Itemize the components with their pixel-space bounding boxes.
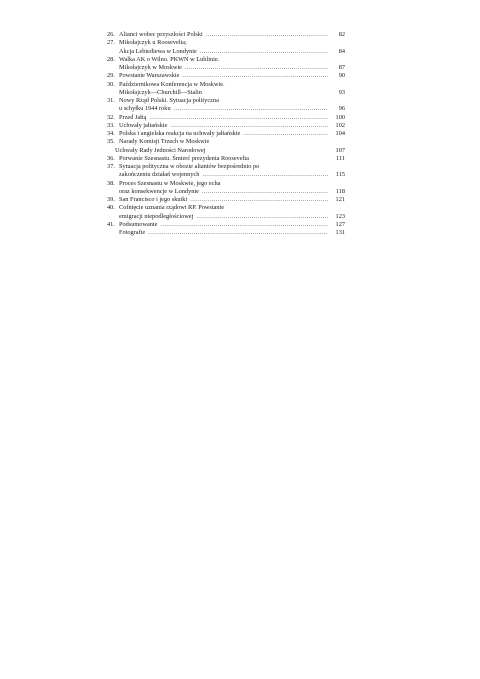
toc-entry-page: 111 xyxy=(336,154,345,162)
toc-entry-title: Proces Szesnastu w Moskwie, jego echa xyxy=(119,179,221,187)
toc-entry-number: 38. xyxy=(107,179,115,187)
toc-entry-number: 35. xyxy=(107,138,115,146)
toc-leader-dots xyxy=(182,72,328,80)
toc-leader-dots xyxy=(196,213,328,221)
toc-entry-number: 29. xyxy=(107,72,115,80)
toc-entry xyxy=(107,39,345,56)
toc-leader-dots xyxy=(149,114,328,122)
toc-entry-page: 102 xyxy=(335,121,345,129)
toc-entry-title: San Francisco i jego skutki xyxy=(119,196,188,203)
toc-entry-page: 87 xyxy=(338,64,345,71)
toc-entry-page: 118 xyxy=(335,187,345,195)
toc-entry-title: Narady Komisji Trzech w Moskwie xyxy=(119,138,210,146)
toc-entry-number: 33. xyxy=(107,121,115,129)
toc-entry-title: Przed Jałtą xyxy=(119,113,147,121)
toc-leader-dots xyxy=(185,64,328,72)
toc-entry-number: 34. xyxy=(107,130,115,137)
toc-leader-dots xyxy=(202,188,328,196)
toc-leader-dots xyxy=(174,105,328,113)
toc-entry-page: 127 xyxy=(335,220,345,228)
toc-entry-title: Mikołajczyk u Roosevelta; xyxy=(119,39,187,47)
toc-entry xyxy=(107,163,345,180)
toc-entry-title-continued: Mikołajczyk—Churchill—Stalin xyxy=(119,88,202,96)
toc-entry-title: Podsumowanie xyxy=(119,220,158,228)
toc-leader-dots xyxy=(160,221,328,229)
toc-entry-number: 26. xyxy=(107,31,115,38)
toc-entry-title: Cofnięcie uznania rządowi RP. Powstanie xyxy=(119,204,225,212)
toc-entry xyxy=(107,56,345,73)
toc-entry-number: 37. xyxy=(107,163,115,170)
toc-entry-title-continued: Uchwały Rady Jedności Narodowej xyxy=(115,146,206,154)
toc-entry xyxy=(107,72,345,80)
toc-entry xyxy=(107,97,345,114)
toc-entry-number: 30. xyxy=(107,80,115,88)
toc-leader-dots xyxy=(206,31,328,39)
toc-entry xyxy=(107,155,345,163)
toc-entry-page: 90 xyxy=(338,72,345,80)
toc-entry-title-continued: u schyłku 1944 roku xyxy=(119,105,171,113)
toc-entry-title: Październikowa Konferencja w Moskwie. xyxy=(119,80,225,88)
toc-entry-title-continued: emigracji niepodległościowej xyxy=(119,212,194,220)
toc-entry-page: 84 xyxy=(338,47,345,55)
toc-entry xyxy=(107,130,345,138)
toc-entry-page: 131 xyxy=(335,229,345,236)
toc-entry xyxy=(107,81,345,98)
toc-entry-page: 123 xyxy=(335,212,345,220)
toc-entry-title-continued: Akcja Lebiediewa w Londynie xyxy=(119,47,197,55)
toc-entry xyxy=(107,204,345,221)
toc-leader-dots xyxy=(170,122,328,130)
toc-entry-number: 36. xyxy=(107,154,115,162)
toc-entry-page: 96 xyxy=(338,105,345,113)
toc-leader-dots xyxy=(148,229,328,237)
table-of-contents xyxy=(107,31,345,237)
toc-entry xyxy=(107,31,345,39)
toc-entry-title: Uchwały jałtańskie xyxy=(119,121,168,129)
toc-entry-title: Powstanie Warszawskie xyxy=(119,72,180,80)
toc-entry xyxy=(107,180,345,197)
toc-leader-dots xyxy=(200,48,328,56)
toc-entry xyxy=(107,221,345,229)
toc-entry-title-continued: zakończeniu działań wojennych xyxy=(119,171,200,179)
toc-entry xyxy=(107,114,345,122)
toc-entry-number: 41. xyxy=(107,220,115,228)
toc-entry-title: Fotografie xyxy=(119,229,146,236)
toc-entry-number: 40. xyxy=(107,204,115,212)
toc-entry-page: 82 xyxy=(338,31,345,38)
toc-entry-page: 93 xyxy=(338,88,345,96)
toc-leader-dots xyxy=(190,196,328,204)
toc-entry-title: Sytuacja polityczna w obozie aliantów bezpośrednio po xyxy=(119,163,260,170)
toc-entry-title: Alianci wobec przyszłości Polski xyxy=(119,31,203,38)
toc-entry-page: 100 xyxy=(335,113,345,121)
toc-entry xyxy=(107,122,345,130)
toc-entry xyxy=(107,138,345,155)
toc-entry-page: 121 xyxy=(335,196,345,203)
toc-entry xyxy=(107,196,345,204)
toc-entry-page: 115 xyxy=(335,171,345,179)
toc-entry-number: 32. xyxy=(107,113,115,121)
toc-entry-page: 104 xyxy=(335,130,345,137)
toc-entry-number: 27. xyxy=(107,39,115,47)
toc-entry-title: Nowy Rząd Polski. Sytuacja polityczna xyxy=(119,97,219,104)
toc-leader-dots xyxy=(202,171,328,179)
toc-entry-number: 31. xyxy=(107,97,115,104)
toc-entry-title: Walka AK o Wilno. PKWN w Lublinie. xyxy=(119,55,220,63)
toc-entry-title: Porwanie Szesnastu. Śmierć prezydenta Roosevelta xyxy=(119,154,249,162)
toc-entry-title-continued: oraz konsekwencje w Londynie xyxy=(119,187,199,195)
toc-entry xyxy=(107,229,345,237)
toc-entry-page: 107 xyxy=(335,146,345,154)
toc-entry-number: 28. xyxy=(107,55,115,63)
toc-leader-dots xyxy=(243,130,328,138)
toc-entry-number: 39. xyxy=(107,196,115,203)
toc-entry-title-continued: Mikołajczyk w Moskwie xyxy=(119,64,182,71)
toc-entry-title: Polska i angielska reakcja na uchwały jałtańskie xyxy=(119,130,241,137)
